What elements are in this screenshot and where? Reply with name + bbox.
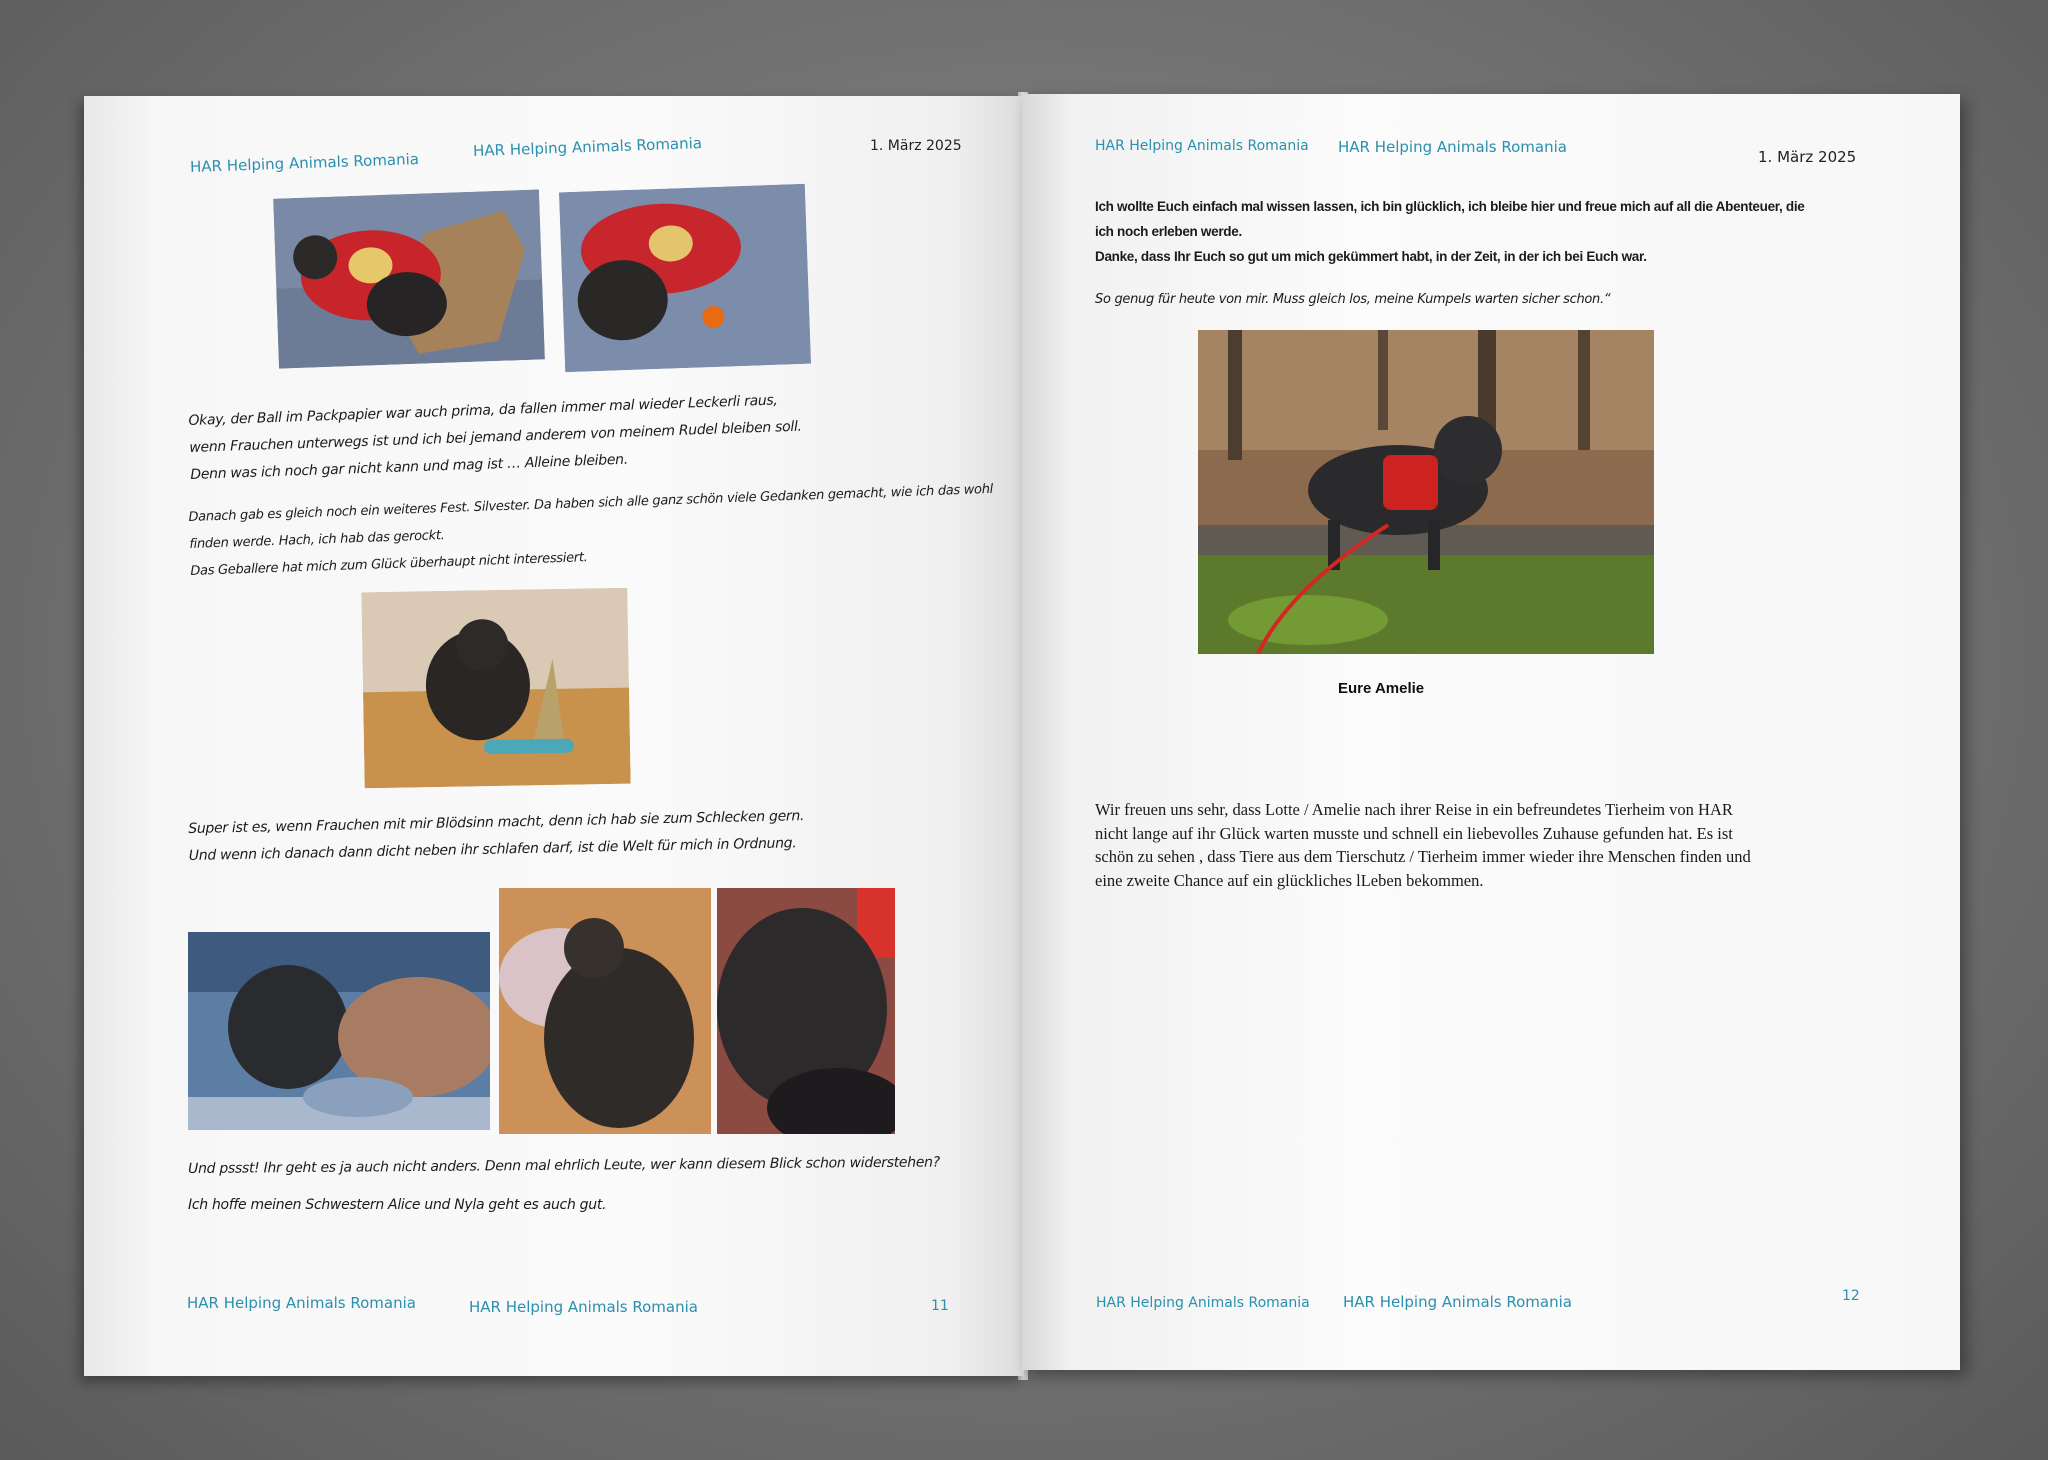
footer-left: HAR Helping Animals Romania [1096,1295,1310,1311]
paragraph-3-line-1: Super ist es, wenn Frauchen mit mir Blödsinn macht, denn ich hab sie zum Schlecken gern. [188,808,805,837]
paragraph-4: Und pssst! Ihr geht es ja auch nicht anders. Denn mal ehrlich Leute, wer kann diesem Blick schon widerstehen? [188,1154,940,1177]
closing-line: So genug für heute von mir. Muss gleich los, meine Kumpels warten sicher schon.“ [1095,292,1611,307]
header-center: HAR Helping Animals Romania [1338,138,1567,156]
bold-line-2: ich noch erleben werde. [1095,224,1242,239]
bold-line-1: Ich wollte Euch einfach mal wissen lassen, ich bin glücklich, ich bleibe hier und freue mich auf all die Abenteuer, die [1095,199,1805,214]
paragraph-5: Ich hoffe meinen Schwestern Alice und Nyla geht es auch gut. [188,1197,607,1213]
footer-left: HAR Helping Animals Romania [187,1294,416,1312]
signature: Eure Amelie [1338,680,1425,697]
paragraph-2-line-3: Das Geballere hat mich zum Glück überhaupt nicht interessiert. [190,550,588,579]
header-center: HAR Helping Animals Romania [472,134,703,160]
paragraph-2 [188,473,1024,585]
left-page [84,96,1024,1376]
paragraph-1 [188,380,990,489]
paragraph-1-line-3: Denn was ich noch gar nicht kann und mag ist … Alleine bleiben. [190,451,629,483]
footer-center: HAR Helping Animals Romania [1343,1293,1572,1311]
har-line-1: Wir freuen uns sehr, dass Lotte / Amelie nach ihrer Reise in ein befreundetes Tierheim von HAR [1095,800,1733,819]
har-line-3: schön zu sehen , dass Tiere aus dem Tierschutz / Tierheim immer wieder ihre Menschen finden und [1095,847,1751,866]
header-date: 1. März 2025 [870,138,962,154]
paragraph-2-line-2: finden werde. Hach, ich hab das gerockt. [189,528,445,552]
page-number-12: 12 [1842,1288,1860,1304]
photo-dog-forest [1198,330,1654,654]
har-line-2: nicht lange auf ihr Glück warten musste und schnell ein liebevolles Zuhause gefunden hat. Es ist [1095,823,1733,843]
har-paragraph [1095,798,1915,892]
bold-line-3: Danke, dass Ihr Euch so gut um mich gekümmert habt, in der Zeit, in der ich bei Euch war. [1095,249,1647,264]
photo-dog-sleeping [717,888,895,1134]
header-left: HAR Helping Animals Romania [189,150,420,176]
right-page [1022,94,1960,1370]
paragraph-3 [188,799,989,870]
photo-dog-with-child [188,932,490,1130]
paragraph-1-line-1: Okay, der Ball im Packpapier war auch prima, da fallen immer mal wieder Leckerli raus, [188,392,778,429]
photo-dog-silvester [361,588,630,789]
page-number-11: 11 [931,1298,949,1314]
paragraph-1-line-2: wenn Frauchen unterwegs ist und ich bei jemand anderem von meinem Rudel bleiben soll. [189,418,802,456]
header-date: 1. März 2025 [1758,148,1857,166]
har-line-4: eine zweite Chance auf ein glückliches lLeben bekommen. [1095,870,1484,890]
footer-center: HAR Helping Animals Romania [469,1298,698,1316]
header-left: HAR Helping Animals Romania [1095,138,1309,154]
paragraph-2-line-1: Danach gab es gleich noch ein weiteres Fest. Silvester. Da haben sich alle ganz schön viele Gedanken gemacht, wie ich das wohl [188,481,994,525]
photo-dog-sweater-paper [273,189,545,368]
bold-paragraph [1095,194,1945,269]
photo-dog-sweater-ball [559,184,811,372]
photo-dog-licking [499,888,711,1134]
paragraph-3-line-2: Und wenn ich danach dann dicht neben ihr schlafen darf, ist die Welt für mich in Ordnung. [188,835,797,864]
